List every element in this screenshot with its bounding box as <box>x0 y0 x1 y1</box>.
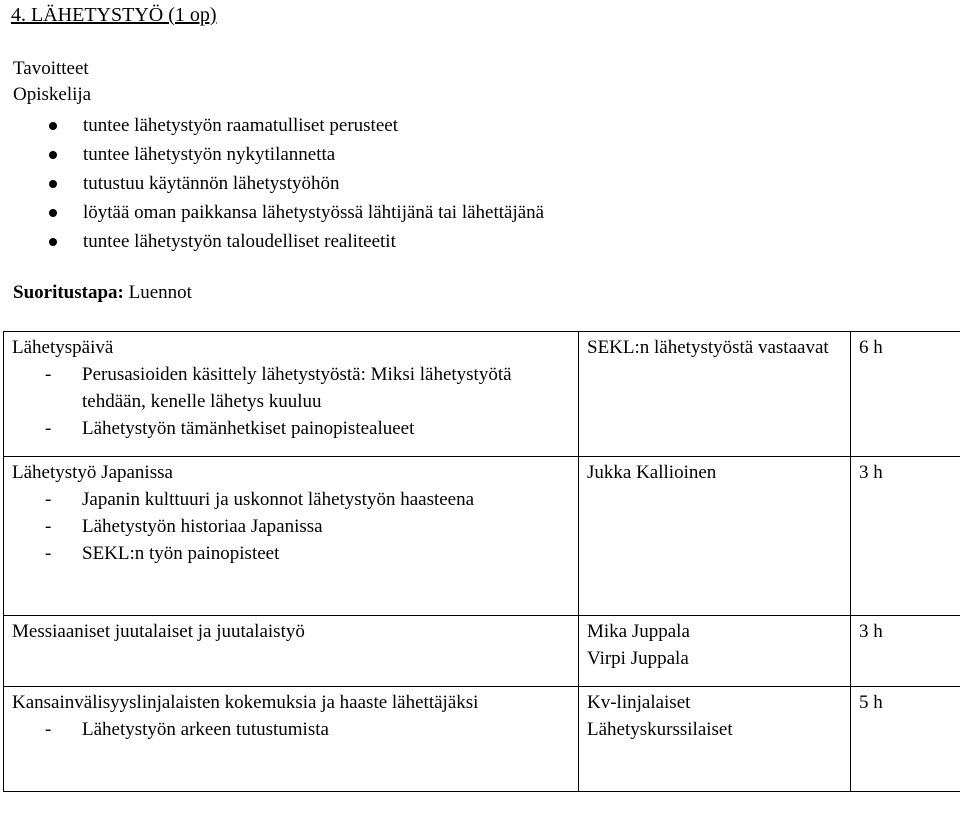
dash-marker: - <box>45 418 52 439</box>
responsible-name: Jukka Kallioinen <box>587 462 717 483</box>
goal-item <box>0 140 900 169</box>
bullet-icon <box>49 238 57 246</box>
goal-text: tuntee lähetystyön taloudelliset realiteetit <box>83 231 396 252</box>
table-row <box>4 457 960 616</box>
responsible-name: SEKL:n lähetystyöstä vastaavat <box>587 337 829 358</box>
responsible-name: Virpi Juppala <box>587 648 689 669</box>
dash-marker: - <box>45 364 52 385</box>
hours-cell: 6 h <box>851 332 960 457</box>
subtopic-item <box>12 415 570 442</box>
dash-marker: - <box>45 516 52 537</box>
goal-item <box>0 198 900 227</box>
table-row <box>4 687 960 792</box>
topic-cell <box>4 457 579 616</box>
dash-marker: - <box>45 489 52 510</box>
subtopic-text: Lähetystyön historiaa Japanissa <box>82 516 323 537</box>
subtopic-item <box>12 540 570 567</box>
responsible-name: Mika Juppala <box>587 621 690 642</box>
subtopic-item <box>12 486 570 513</box>
goals-heading: Tavoitteet <box>13 58 89 79</box>
topic-cell <box>4 332 579 457</box>
responsible-name: Lähetyskurssilaiset <box>587 719 733 740</box>
subtopic-text: Lähetystyön tämänhetkiset painopistealueet <box>82 418 415 439</box>
responsible-cell <box>579 687 851 792</box>
goal-item <box>0 111 900 140</box>
responsible-name: Kv-linjalaiset <box>587 692 691 713</box>
subtopic-text: SEKL:n työn painopisteet <box>82 543 280 564</box>
subtopic-item <box>12 361 570 415</box>
goal-text: tuntee lähetystyön nykytilannetta <box>83 144 336 165</box>
subtopic-item <box>12 513 570 540</box>
hours-cell: 5 h <box>851 687 960 792</box>
subtopic-item <box>12 716 570 743</box>
goal-item <box>0 169 900 198</box>
method-value: Luennot <box>128 282 192 303</box>
topic-cell <box>4 616 579 687</box>
table-row <box>4 332 960 457</box>
goal-text: tuntee lähetystyön raamatulliset perusteet <box>83 115 398 136</box>
goal-item <box>0 227 900 256</box>
topic-title: Messiaaniset juutalaiset ja juutalaistyö <box>12 621 305 642</box>
subtopic-text: Lähetystyön arkeen tutustumista <box>82 719 329 740</box>
hours-cell: 3 h <box>851 616 960 687</box>
responsible-cell <box>579 457 851 616</box>
topic-cell <box>4 687 579 792</box>
bullet-icon <box>49 151 57 159</box>
goal-text: löytää oman paikkansa lähetystyössä lähtijänä tai lähettäjänä <box>83 202 545 223</box>
topic-title: Lähetystyö Japanissa <box>12 462 173 483</box>
responsible-cell <box>579 616 851 687</box>
bullet-icon <box>49 209 57 217</box>
method-line <box>13 279 192 306</box>
responsible-cell <box>579 332 851 457</box>
goals-list <box>0 111 900 256</box>
method-label: Suoritustapa: <box>13 282 124 303</box>
section-title: 4. LÄHETYSTYÖ (1 op) <box>11 4 217 26</box>
subtopic-text: Perusasioiden käsittely lähetystyöstä: Miksi lähetystyötä tehdään, kenelle lähetys kuuluu <box>82 364 512 412</box>
bullet-icon <box>49 180 57 188</box>
student-label: Opiskelija <box>13 84 92 105</box>
hours-cell: 3 h <box>851 457 960 616</box>
topic-title: Lähetyspäivä <box>12 337 114 358</box>
dash-marker: - <box>45 543 52 564</box>
dash-marker: - <box>45 719 52 740</box>
goal-text: tutustuu käytännön lähetystyöhön <box>83 173 340 194</box>
table-row <box>4 616 960 687</box>
schedule-table <box>3 331 960 792</box>
subtopic-text: Japanin kulttuuri ja uskonnot lähetystyön haasteena <box>82 489 475 510</box>
bullet-icon <box>49 122 57 130</box>
topic-title: Kansainvälisyyslinjalaisten kokemuksia ja haaste lähettäjäksi <box>12 692 479 713</box>
